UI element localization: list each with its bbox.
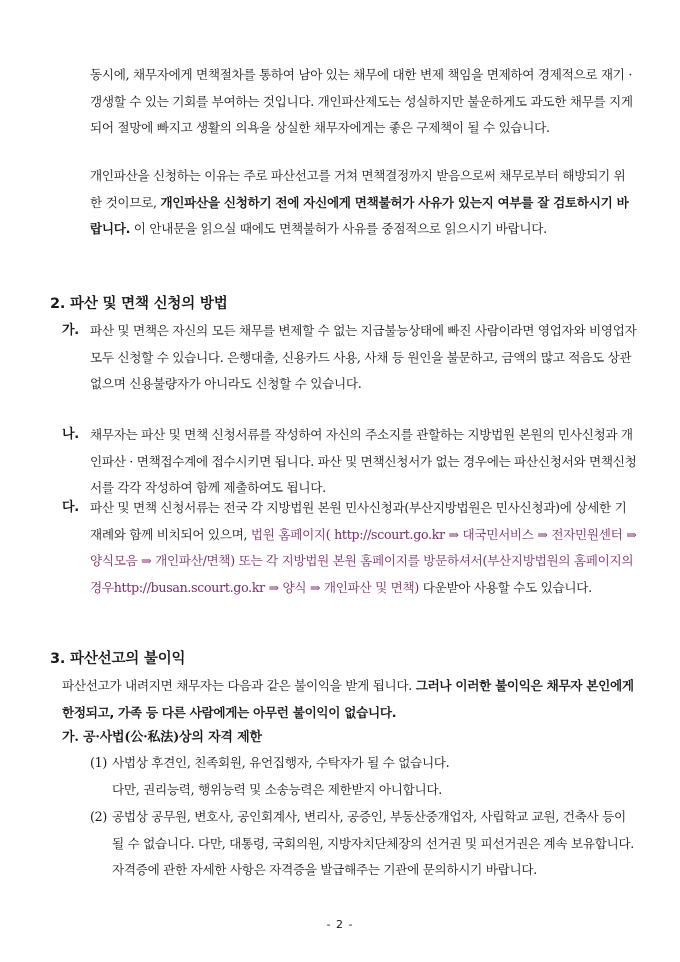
section-2-item-da (62, 495, 637, 601)
item-text-a: 파산 및 면책 신청서류는 전국 각 지방법원 본원 민사신청과(부산지방법원은 민사신청과)에 상세한 기재례와 함께 비치되어 있으며, (90, 500, 627, 542)
intro-bold-notice: 개인파산을 신청하기 전에 자신에게 면책불허가 사유가 있는지 여부를 잘 검토하시기 바랍니다. (90, 194, 629, 236)
item-body (90, 495, 637, 601)
item-marker: 가. (62, 323, 79, 338)
item-text: 사법상 후견인, 친족회원, 유언집행자, 수탁자가 될 수 없습니다. (112, 755, 450, 770)
item-marker: (1) (90, 755, 107, 770)
item-text-c: 다운받아 사용할 수도 있습니다. (419, 579, 592, 595)
restriction-item-2 (90, 804, 635, 884)
item-text: 파산 및 면책은 자신의 모든 채무를 변제할 수 없는 지급불능상태에 빠진 사람이라면 영업자와 비영업자 모두 신청할 수 있습니다. 은행대출, 신용카드 사용, 사채 등 원인을 불문하고, 금액의 많고 적음도 상관없으며 신용불량자가 아니라도 신청할 수 있습니다. (90, 323, 637, 391)
item-marker: 나. (62, 427, 79, 442)
intro-paragraph (90, 62, 635, 142)
page-number: - 2 - (326, 918, 354, 931)
section-2-item-ga (62, 318, 637, 398)
section-3-bold-notice: 그러나 이러한 불이익은 채무자 본인에게 한정되고, 가족 등 다른 사람에게는 아무런 불이익이 없습니다. (62, 678, 634, 720)
item-marker: (2) (90, 809, 107, 824)
intro-paragraph-2 (90, 163, 635, 243)
intro-text-a: 개인파산을 신청하는 이유는 주로 파산선고를 거쳐 면책결정까지 받음으로써 채무로부터 해방되기 위한 것이므로, (90, 168, 626, 210)
section-2-item-na (62, 422, 637, 502)
subsection-heading: 가. 공·사법(公·私法)상의 자격 제한 (62, 730, 262, 745)
section-3-intro-text: 파산선고가 내려지면 채무자는 다음과 같은 불이익을 받게 됩니다. (62, 678, 416, 693)
section-2-heading: 2. 파산 및 면책 신청의 방법 (50, 296, 228, 312)
intro-text: 동시에, 채무자에게 면책절차를 통하여 남아 있는 채무에 대한 변제 책임을 면제하여 경제적으로 재기 · 갱생할 수 있는 기회를 부여하는 것입니다. 개인파산제도는 성실하지만 불운하게도 과도한 채무를 지게 되어 절망에 빠지고 생활의 의욕을 상실한 채무자에게는 좋은 구제책이 될 수 있습니다. (90, 67, 633, 135)
section-3-intro (62, 673, 637, 726)
item-text-2: 다만, 권리능력, 행위능력 및 소송능력은 제한받지 아니합니다. (112, 781, 442, 797)
item-text: 공법상 공무원, 변호사, 공인회계사, 변리사, 공증인, 부동산중개업자, 사립학교 교원, 건축사 등이 될 수 없습니다. 다만, 대통령, 국회의원, 지방자치단체장의 선거권 및 피선거권은 계속 보유합니다. 자격증에 관한 자세한 사항은 자격증을 발급해주는 기관에 문의하시기 바랍니다. (112, 809, 635, 877)
restriction-item-1 (90, 750, 635, 803)
section-3-heading: 3. 파산선고의 불이익 (50, 651, 186, 667)
intro-text-c: 이 안내문을 읽으실 때에도 면책불허가 사유를 중점적으로 읽으시기 바랍니다. (130, 221, 547, 236)
item-text: 채무자는 파산 및 면책 신청서류를 작성하여 자신의 주소지를 관할하는 지방법원 본원의 민사신청과 개인파산 · 면책접수계에 접수시키면 됩니다. 파산 및 면책신청서가 없는 경우에는 파산신청서와 면책신청서를 각각 작성하여 함께 제출하여도 됩니다. (90, 427, 637, 495)
court-homepage-link[interactable]: 법원 홈페이지( http://scourt.go.kr ⇒ 대국민서비스 ⇒ 전자민원센터 ⇒ 양식모음 ⇒ 개인파산/면책) 또는 각 지방법원 본원 홈페이지를 방문하셔서(부산지방법원의 홈페이지의 경우http://busan.scourt.go.kr ⇒ 양식 ⇒ 개인파산 및 면책) (90, 526, 637, 595)
item-marker: 다. (62, 500, 79, 515)
